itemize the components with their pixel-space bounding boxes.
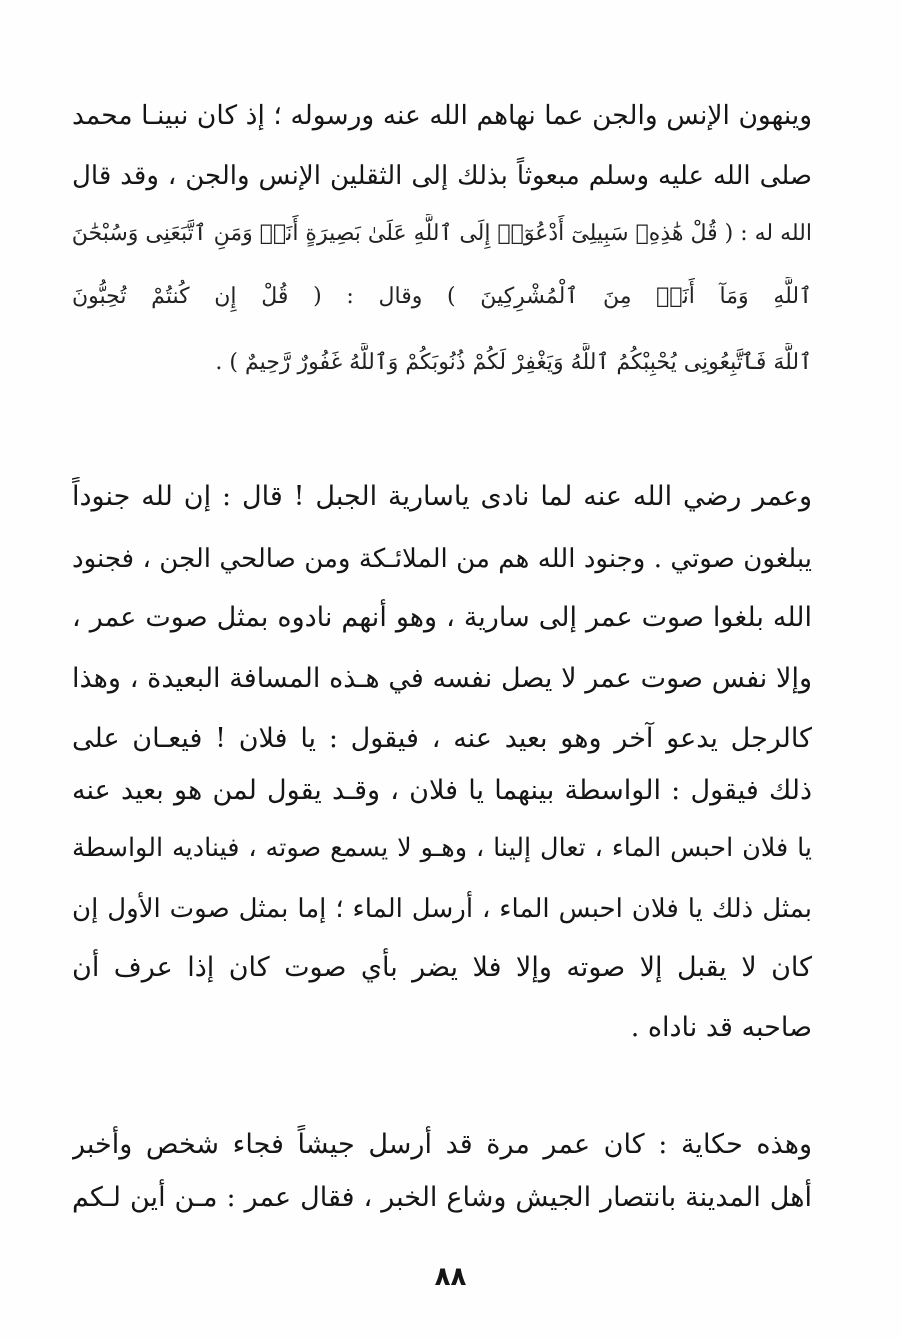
paragraph-2-line-9: كان لا يقبل إلا صوته وإلا فلا يضر بأي صوت كان إذا عرف أن	[72, 952, 812, 983]
paragraph-3-line-2: أهل المدينة بانتصار الجيش وشاع الخبر ، فقال عمر : مـن أين لـكم	[72, 1182, 812, 1213]
paragraph-1-line-5-quran-verse: ٱللَّهَ فَٱتَّبِعُونِى يُحْبِبْكُمُ ٱللَّهُ وَيَغْفِرْ لَكُمْ ذُنُوبَكُمْ وَٱللَّهُ غَفُورٌ رَّحِيمٌ ) .	[215, 350, 812, 375]
paragraph-3-line-1: وهذه حكاية : كان عمر مرة قد أرسل جيشاً فجاء شخص وأخبر	[72, 1129, 812, 1160]
paragraph-2-line-3: الله بلغوا صوت عمر إلى سارية ، وهو أنهم نادوه بمثل صوت عمر ،	[72, 602, 812, 633]
paragraph-2-line-7: يا فلان احبس الماء ، تعال إلينا ، وهـو لا يسمع صوته ، فيناديه الواسطة	[72, 833, 812, 863]
page-number: ٨٨	[434, 1262, 467, 1292]
paragraph-2-line-8: بمثل ذلك يا فلان احبس الماء ، أرسل الماء ؛ إما بمثل صوت الأول إن	[72, 894, 812, 924]
paragraph-1-line-3-quran-verse: الله له : ( قُلْ هَٰذِهِۦ سَبِيلِىٓ أَدْعُوٓا۟ إِلَى ٱللَّهِ عَلَىٰ بَصِيرَةٍ أَنَا۠ وَمَنِ ٱتَّبَعَنِى وَسُبْحَٰنَ	[72, 221, 812, 246]
paragraph-1-line-4-quran-verse: ٱللَّهِ وَمَآ أَنَا۠ مِنَ ٱلْمُشْرِكِينَ ) وقال : ( قُلْ إِن كُنتُمْ تُحِبُّونَ	[72, 284, 812, 309]
paragraph-1-line-2: صلى الله عليه وسلم مبعوثاً بذلك إلى الثقلين الإنس والجن ، وقد قال	[72, 161, 812, 191]
paragraph-2-line-6: ذلك فيقول : الواسطة بينهما يا فلان ، وقـد يقول لمن هو بعيد عنه	[72, 775, 812, 806]
paragraph-1-line-1: وينهون الإنس والجن عما نهاهم الله عنه ورسوله ؛ إذ كان نبينـا محمد	[72, 100, 812, 131]
paragraph-2-line-1: وعمر رضي الله عنه لما نادى ياسارية الجبل ! قال : إن لله جنوداً	[72, 481, 812, 512]
paragraph-2-line-10: صاحبه قد ناداه .	[630, 1012, 812, 1043]
paragraph-2-line-2: يبلغون صوتي . وجنود الله هم من الملائـكة ومن صالحي الجن ، فجنود	[72, 544, 812, 574]
paragraph-2-line-5: كالرجل يدعو آخر وهو بعيد عنه ، فيقول : يا فلان ! فيعـان على	[72, 723, 812, 754]
paragraph-2-line-4: وإلا نفس صوت عمر لا يصل نفسه في هـذه المسافة البعيدة ، وهذا	[72, 663, 812, 694]
